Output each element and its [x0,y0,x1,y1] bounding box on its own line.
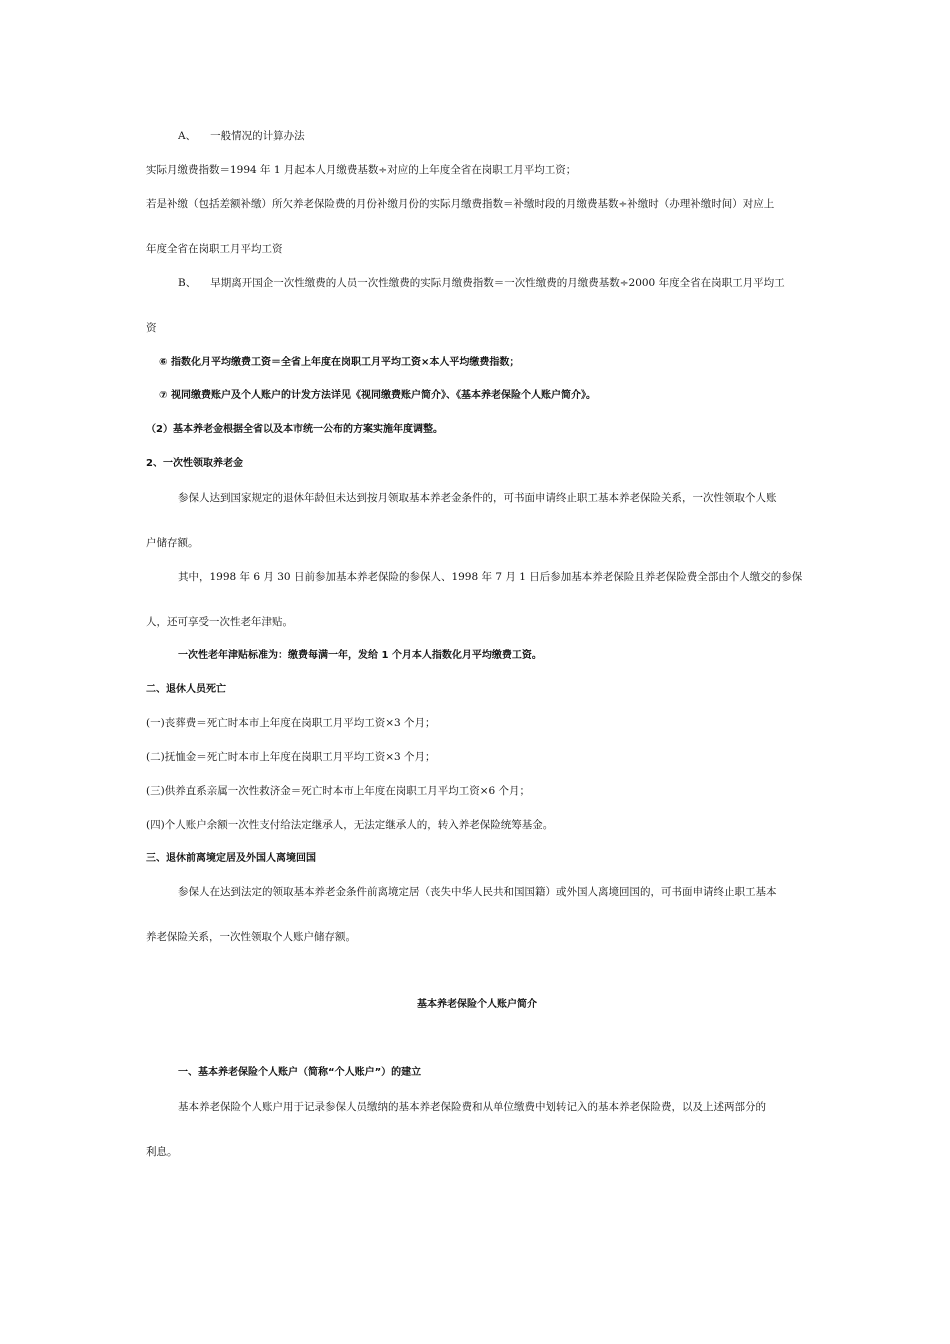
item-a-label: A、 [178,130,197,142]
section-heading-death: 二、退休人员死亡 [146,684,226,695]
section-heading-lump-sum: 2、一次性领取养老金 [146,458,243,469]
paragraph-line: 参保人在达到法定的领取基本养老金条件前离境定居（丧失中华人民共和国国籍）或外国人离境回国的，可书面申请终止职工基本 [178,886,777,898]
paragraph-line: 实际月缴费指数＝1994 年 1 月起本人月缴费基数÷对应的上年度全省在岗职工月平均工资； [146,164,577,176]
item-a-text: 一般情况的计算办法 [210,130,305,142]
item-a-heading [178,129,808,143]
paragraph-line: 人，还可享受一次性老年津贴。 [146,616,293,628]
list-item: (一)丧葬费＝死亡时本市上年度在岗职工月平均工资×3 个月； [146,717,436,729]
list-item: (二)抚恤金＝死亡时本市上年度在岗职工月平均工资×3 个月； [146,751,436,763]
section-heading-emigration: 三、退休前离境定居及外国人离境回国 [146,853,316,864]
paragraph-line: 基本养老保险个人账户用于记录参保人员缴纳的基本养老保险费和从单位缴费中划转记入的基本养老保险费，以及上述两部分的 [178,1101,766,1113]
item-b-label: B、 [178,277,197,289]
paragraph-line: 参保人达到国家规定的退休年龄但未达到按月领取基本养老金条件的，可书面申请终止职工基本养老保险关系，一次性领取个人账 [178,492,777,504]
paragraph-line: 若是补缴（包括差额补缴）所欠养老保险费的月份补缴月份的实际月缴费指数＝补缴时段的月缴费基数÷补缴时（办理补缴时间）对应上 [146,198,775,210]
paragraph-line: 户储存额。 [146,537,199,549]
item-b-heading [178,276,808,290]
section-heading-account: 一、基本养老保险个人账户（简称“个人账户”）的建立 [178,1067,422,1078]
list-item: (三)供养直系亲属一次性救济金＝死亡时本市上年度在岗职工月平均工资×6 个月； [146,785,531,797]
paragraph-line: 利息。 [146,1146,178,1158]
item-b-text: 早期离开国企一次性缴费的人员一次性缴费的实际月缴费指数＝一次性缴费的月缴费基数÷2000 年度全省在岗职工月平均工 [210,277,785,289]
paragraph-line: 资 [146,322,157,334]
bold-item-6: ⑥ 指数化月平均缴费工资＝全省上年度在岗职工月平均工资×本人平均缴费指数； [159,357,520,368]
paragraph-line: 其中，1998 年 6 月 30 日前参加基本养老保险的参保人、1998 年 7 月 1 日后参加基本养老保险且养老保险费全部由个人缴交的参保 [178,571,803,583]
document-title: 基本养老保险个人账户简介 [417,999,537,1010]
bold-allowance-standard: 一次性老年津贴标准为：缴费每满一年，发给 1 个月本人指数化月平均缴费工资。 [178,650,542,661]
bold-item-2: （2）基本养老金根据全省以及本市统一公布的方案实施年度调整。 [146,424,443,435]
list-item: (四)个人账户余额一次性支付给法定继承人，无法定继承人的，转入养老保险统筹基金。 [146,819,554,831]
paragraph-line: 养老保险关系，一次性领取个人账户储存额。 [146,931,356,943]
paragraph-line: 年度全省在岗职工月平均工资 [146,243,283,255]
bold-item-7: ⑦ 视同缴费账户及个人账户的计发方法详见《视同缴费账户简介》、《基本养老保险个人账户简介》。 [159,390,596,401]
